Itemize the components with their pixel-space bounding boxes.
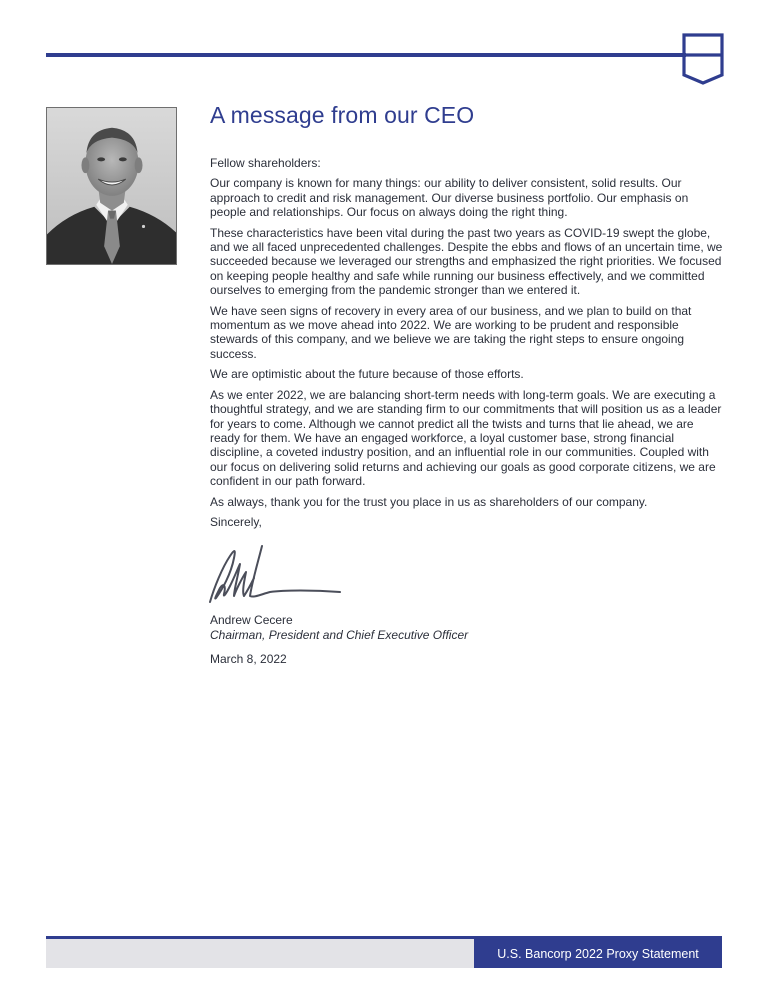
shield-logo-icon — [682, 33, 724, 85]
salutation: Fellow shareholders: — [210, 156, 321, 170]
ceo-portrait — [46, 107, 177, 265]
letter-body — [210, 156, 726, 535]
page-title: A message from our CEO — [210, 102, 475, 128]
signer-title: Chairman, President and Chief Executive Officer — [210, 627, 469, 642]
letter-paragraph: As always, thank you for the trust you place in us as shareholders of our company. — [210, 494, 648, 509]
letter-paragraph: Our company is known for many things: our ability to deliver consistent, solid results. Our approach to credit and risk management. Our diverse business portfolio. Our emphasis on people and relationships. Our focus on always doing the right thing. — [210, 176, 689, 220]
letter-paragraph: As we enter 2022, we are balancing short-term needs with long-term goals. We are executing a thoughtful strategy, and we are standing firm to our commitments that will position us as a leader for years to come. Although we cannot predict all the twists and turns that lie ahead, we are ready for them. We have an engaged workforce, a loyal customer base, strong financial discipline, a coveted industry position, and an influential role in our communities. Coupled with our focus on delivering solid returns and achieving our goals as good corporate citizens, we are confident in our path forward. — [210, 387, 722, 489]
closing: Sincerely, — [210, 514, 262, 529]
header-rule — [46, 53, 686, 57]
footer-label: U.S. Bancorp 2022 Proxy Statement — [474, 939, 722, 968]
signature-image — [204, 538, 344, 608]
letter-date: March 8, 2022 — [210, 652, 287, 666]
letter-paragraph: We have seen signs of recovery in every area of our business, and we plan to build on that momentum as we move ahead into 2022. We are working to be prudent and responsible stewards of this company, and we believe we are taking the right steps to ensure ongoing success. — [210, 303, 692, 361]
signer-name: Andrew Cecere — [210, 613, 293, 627]
letter-paragraph: These characteristics have been vital during the past two years as COVID-19 swept the globe, and we all faced unprecedented challenges. Despite the ebbs and flows of an uncertain time, we succeeded because we leveraged our strengths and emphasized the right priorities. We focused on keeping people healthy and safe while running our business effectively, and we committed ourselves to emerging from the pandemic stronger than we entered it. — [210, 225, 723, 298]
letter-paragraph: We are optimistic about the future because of those efforts. — [210, 367, 524, 382]
